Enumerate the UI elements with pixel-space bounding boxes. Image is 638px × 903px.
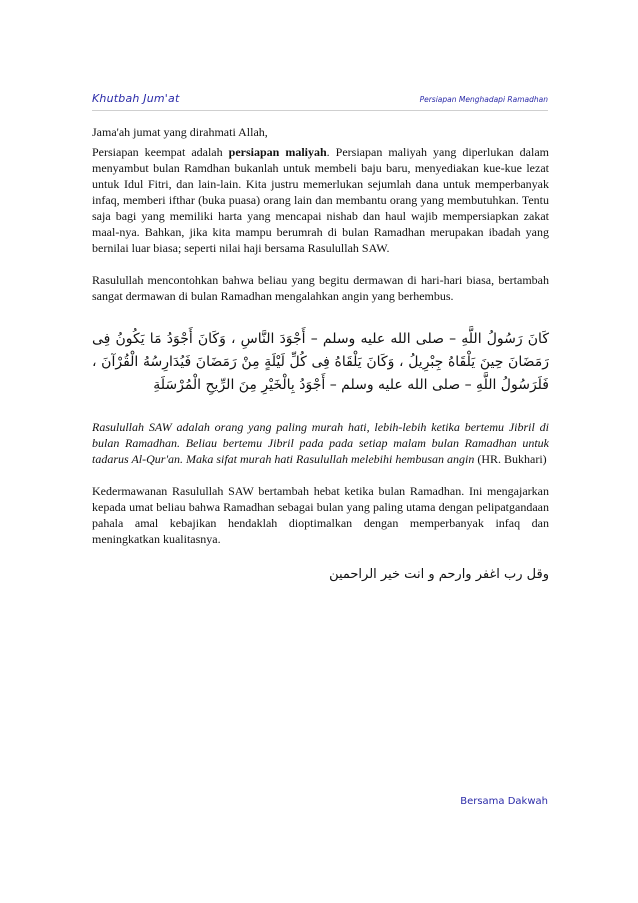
paragraph-kedermawanan: Kedermawanan Rasulullah SAW bertambah hebat ketika bulan Ramadhan. Ini mengajarkan kepada umat beliau bahwa Ramadhan sebagai bulan yang paling utama dengan pelipatgandaan pahala amal kebajikan hendaklah dioptimalkan dengan memperbanyak infaq dan meningkatkan kualitasnya. bbox=[92, 484, 549, 546]
closing-prayer-arabic: وقل رب اغفر وارحم و انت خير الراحمين bbox=[329, 567, 549, 582]
hadith-source: (HR. Bukhari) bbox=[474, 452, 547, 466]
page-header bbox=[92, 92, 548, 111]
bold-term: persiapan maliyah bbox=[228, 145, 327, 159]
hadith-translation bbox=[92, 419, 549, 467]
header-title: Khutbah Jum'at bbox=[92, 92, 180, 105]
header-subtitle: Persiapan Menghadapi Ramadhan bbox=[419, 95, 548, 104]
paragraph-text: Persiapan keempat adalah bbox=[92, 145, 229, 159]
paragraph-rasulullah-dermawan: Rasulullah mencontohkan bahwa beliau yang begitu dermawan di hari-hari biasa, bertambah sangat dermawan di bulan Ramadhan mengalahkan angin yang berhembus. bbox=[92, 273, 549, 303]
paragraph-text: . Persiapan maliyah yang diperlukan dalam menyambut bulan Ramdhan bukanlah untuk membeli baju baru, menyediakan kue-kue lezat untuk Idul Fitri, dan lain-lain. Kita justru memerlukan sejumlah dana untuk memperbanyak infaq, memberi ifthar (buka puasa) orang lain dan membantu orang yang membutuhkan. Tentu saja bagi yang memiliki harta yang mencapai nishab dan haul wajib mempersiapkan zakat maal-nya. Bahkan, jika kita mampu berumrah di bulan Ramadhan merupakan ibadah yang bernilai luar biasa; seperti nilai haji bersama Rasulullah SAW. bbox=[92, 145, 549, 255]
page-footer: Bersama Dakwah bbox=[460, 796, 548, 807]
paragraph-persiapan-maliyah bbox=[92, 144, 549, 256]
translation-text: Rasulullah SAW adalah orang yang paling murah hati, lebih-lebih ketika bertemu Jibril di bulan Ramadhan. Beliau bertemu Jibril pada pada setiap malam bulan Ramadhan untuk tadarus Al-Qur'an. Maka sifat murah hati Rasulullah melebihi hembusan angin bbox=[92, 420, 549, 466]
document-body bbox=[92, 124, 549, 596]
hadith-arabic: كَانَ رَسُولُ اللَّهِ – صلى الله عليه وسلم – أَجْوَدَ النَّاسِ ، وَكَانَ أَجْوَدُ مَا يَكُونُ فِى رَمَضَانَ حِينَ يَلْقَاهُ جِبْرِيلُ ، وَكَانَ يَلْقَاهُ فِى كُلِّ لَيْلَةٍ مِنْ رَمَضَانَ فَيُدَارِسُهُ الْقُرْآنَ ، فَلَرَسُولُ اللَّهِ – صلى الله عليه وسلم – أَجْوَدُ بِالْخَيْرِ مِنَ الرِّيحِ الْمُرْسَلَةِ bbox=[92, 331, 549, 393]
greeting: Jama'ah jumat yang dirahmati Allah, bbox=[92, 125, 268, 139]
